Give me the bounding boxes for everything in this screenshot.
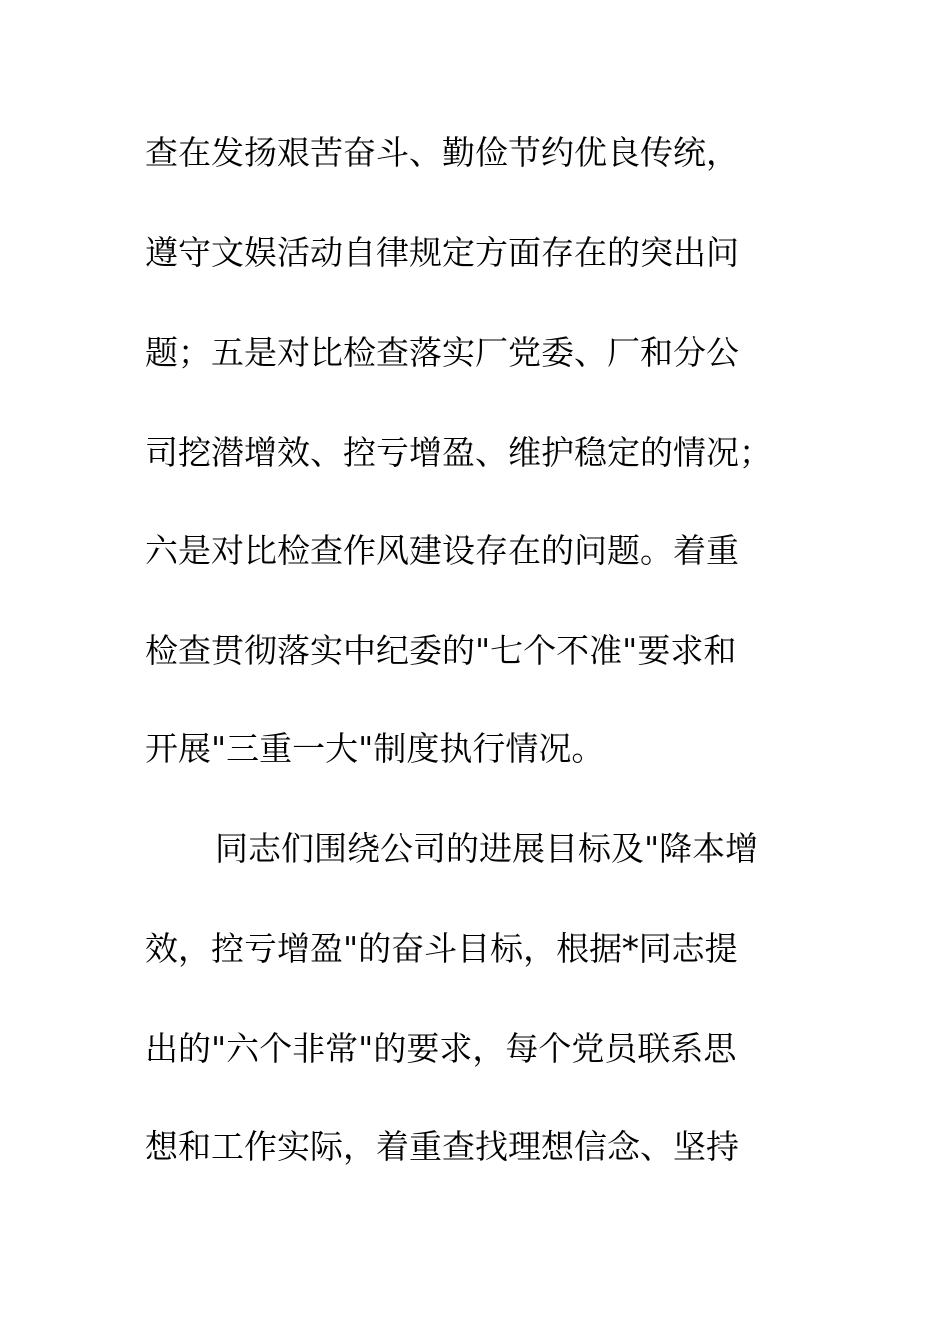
text-line: 开展"三重一大"制度执行情况。	[145, 729, 605, 768]
text-line: 六是对比检查作风建设存在的问题。着重	[145, 531, 739, 570]
text-line: 司挖潜增效、控亏增盈、维护稳定的情况；	[145, 433, 772, 472]
text-line: 题；五是对比检查落实厂党委、厂和分公	[145, 333, 739, 372]
text-line: 检查贯彻落实中纪委的"七个不准"要求和	[145, 631, 737, 670]
text-line: 出的"六个非常"的要求，每个党员联系思	[145, 1029, 737, 1068]
text-line: 遵守文娱活动自律规定方面存在的突出问	[145, 233, 739, 272]
text-line: 效，控亏增盈"的奋斗目标，根据*同志提	[145, 929, 738, 968]
text-line: 查在发扬艰苦奋斗、勤俭节约优良传统，	[145, 133, 739, 172]
text-line: 想和工作实际，着重查找理想信念、坚持	[145, 1127, 739, 1166]
paragraph-first-line: 同志们围绕公司的进展目标及"降本增	[215, 829, 759, 868]
